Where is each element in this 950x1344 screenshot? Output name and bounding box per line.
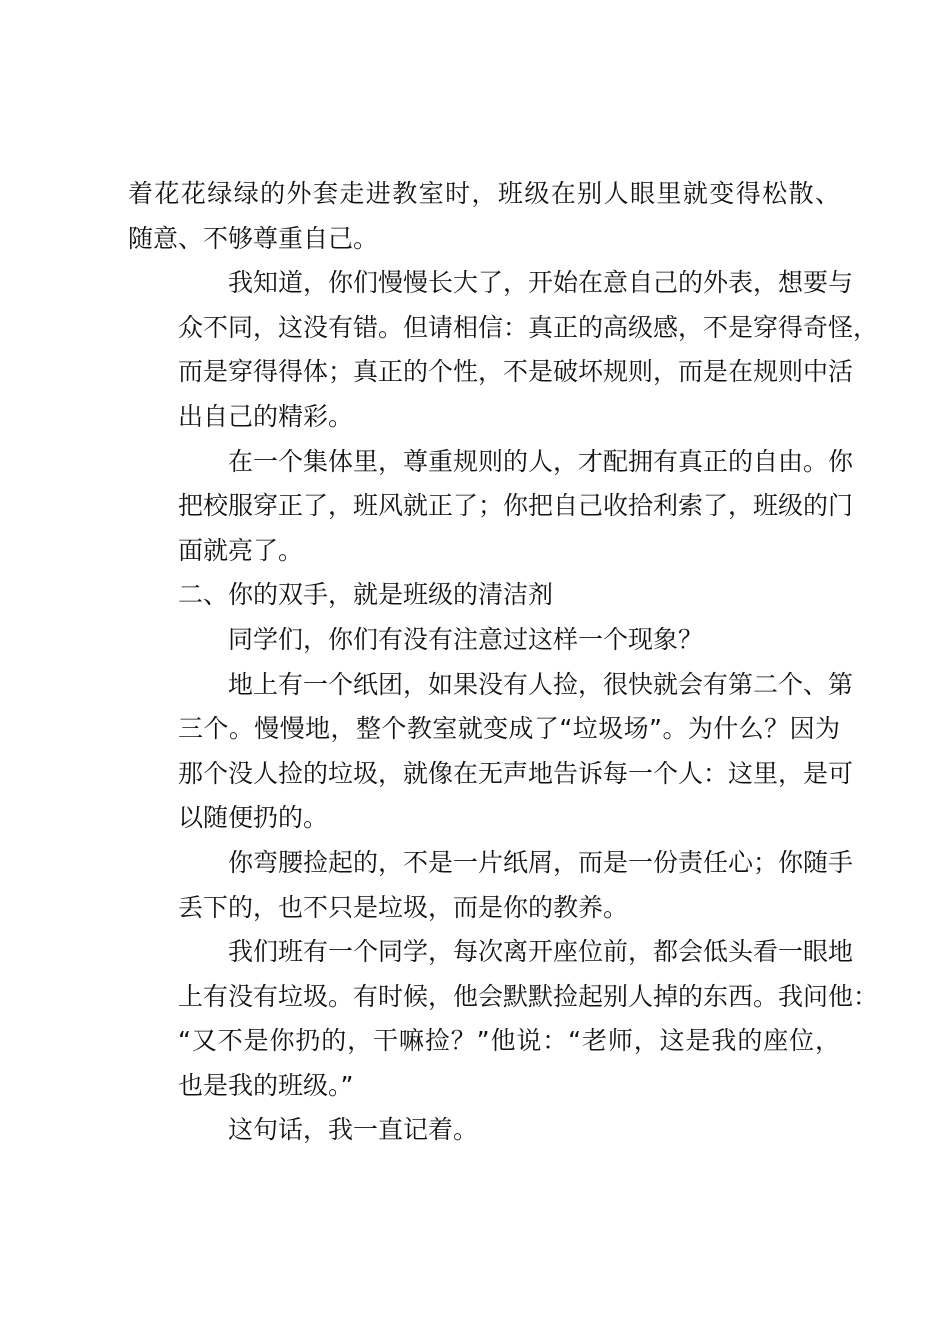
paragraph-remember — [128, 1108, 840, 1153]
text-line: 我们班有一个同学，每次离开座位前，都会低头看一眼地 — [228, 937, 854, 967]
text-line: 也是我的班级。” — [178, 1070, 354, 1100]
paragraph-appearance — [128, 261, 879, 439]
text-line: “又不是你扔的，干嘛捡？”他说：“老师，这是我的座位， — [178, 1026, 840, 1056]
text-line: 把校服穿正了，班风就正了；你把自己收拾利索了，班级的门 — [178, 491, 854, 521]
text-line: 你弯腰捡起的，不是一片纸屑，而是一份责任心；你随手 — [228, 847, 854, 877]
paragraph-question — [128, 618, 840, 663]
body-text — [128, 172, 879, 1153]
text-line: 这句话，我一直记着。 — [228, 1115, 479, 1145]
paragraph-responsibility — [128, 841, 854, 930]
text-line: 以随便扔的。 — [178, 803, 329, 833]
text-line: 众不同，这没有错。但请相信：真正的高级感，不是穿得奇怪， — [178, 312, 879, 342]
text-line: 丢下的，也不只是垃圾，而是你的教养。 — [178, 892, 629, 922]
text-line: 在一个集体里，尊重规则的人，才配拥有真正的自由。你 — [228, 446, 854, 476]
paragraph-classmate-story — [128, 930, 879, 1108]
text-line: 着花花绿绿的外套走进教室时，班级在别人眼里就变得松散、 — [128, 179, 840, 208]
text-line: 面就亮了。 — [178, 535, 304, 565]
paragraph-rules — [128, 440, 854, 574]
text-line: 上有没有垃圾。有时候，他会默默捡起别人掉的东西。我问他： — [178, 981, 879, 1011]
section-heading: 二、你的双手，就是班级的清洁剂 — [178, 580, 554, 610]
text-line: 而是穿得得体；真正的个性，不是破坏规则，而是在规则中活 — [178, 357, 854, 387]
paragraph-paper-ball — [128, 663, 854, 841]
text-line: 三个。慢慢地，整个教室就变成了“垃圾场”。为什么？因为 — [178, 714, 840, 744]
text-line: 同学们，你们有没有注意过这样一个现象？ — [228, 624, 704, 654]
text-line: 地上有一个纸团，如果没有人捡，很快就会有第二个、第 — [228, 669, 854, 699]
text-line: 那个没人捡的垃圾，就像在无声地告诉每一个人：这里，是可 — [178, 758, 854, 788]
text-line: 随意、不够尊重自己。 — [128, 223, 379, 253]
text-line: 出自己的精彩。 — [178, 401, 354, 431]
paragraph-continuation — [128, 172, 840, 261]
text-line: 我知道，你们慢慢长大了，开始在意自己的外表，想要与 — [228, 268, 854, 298]
